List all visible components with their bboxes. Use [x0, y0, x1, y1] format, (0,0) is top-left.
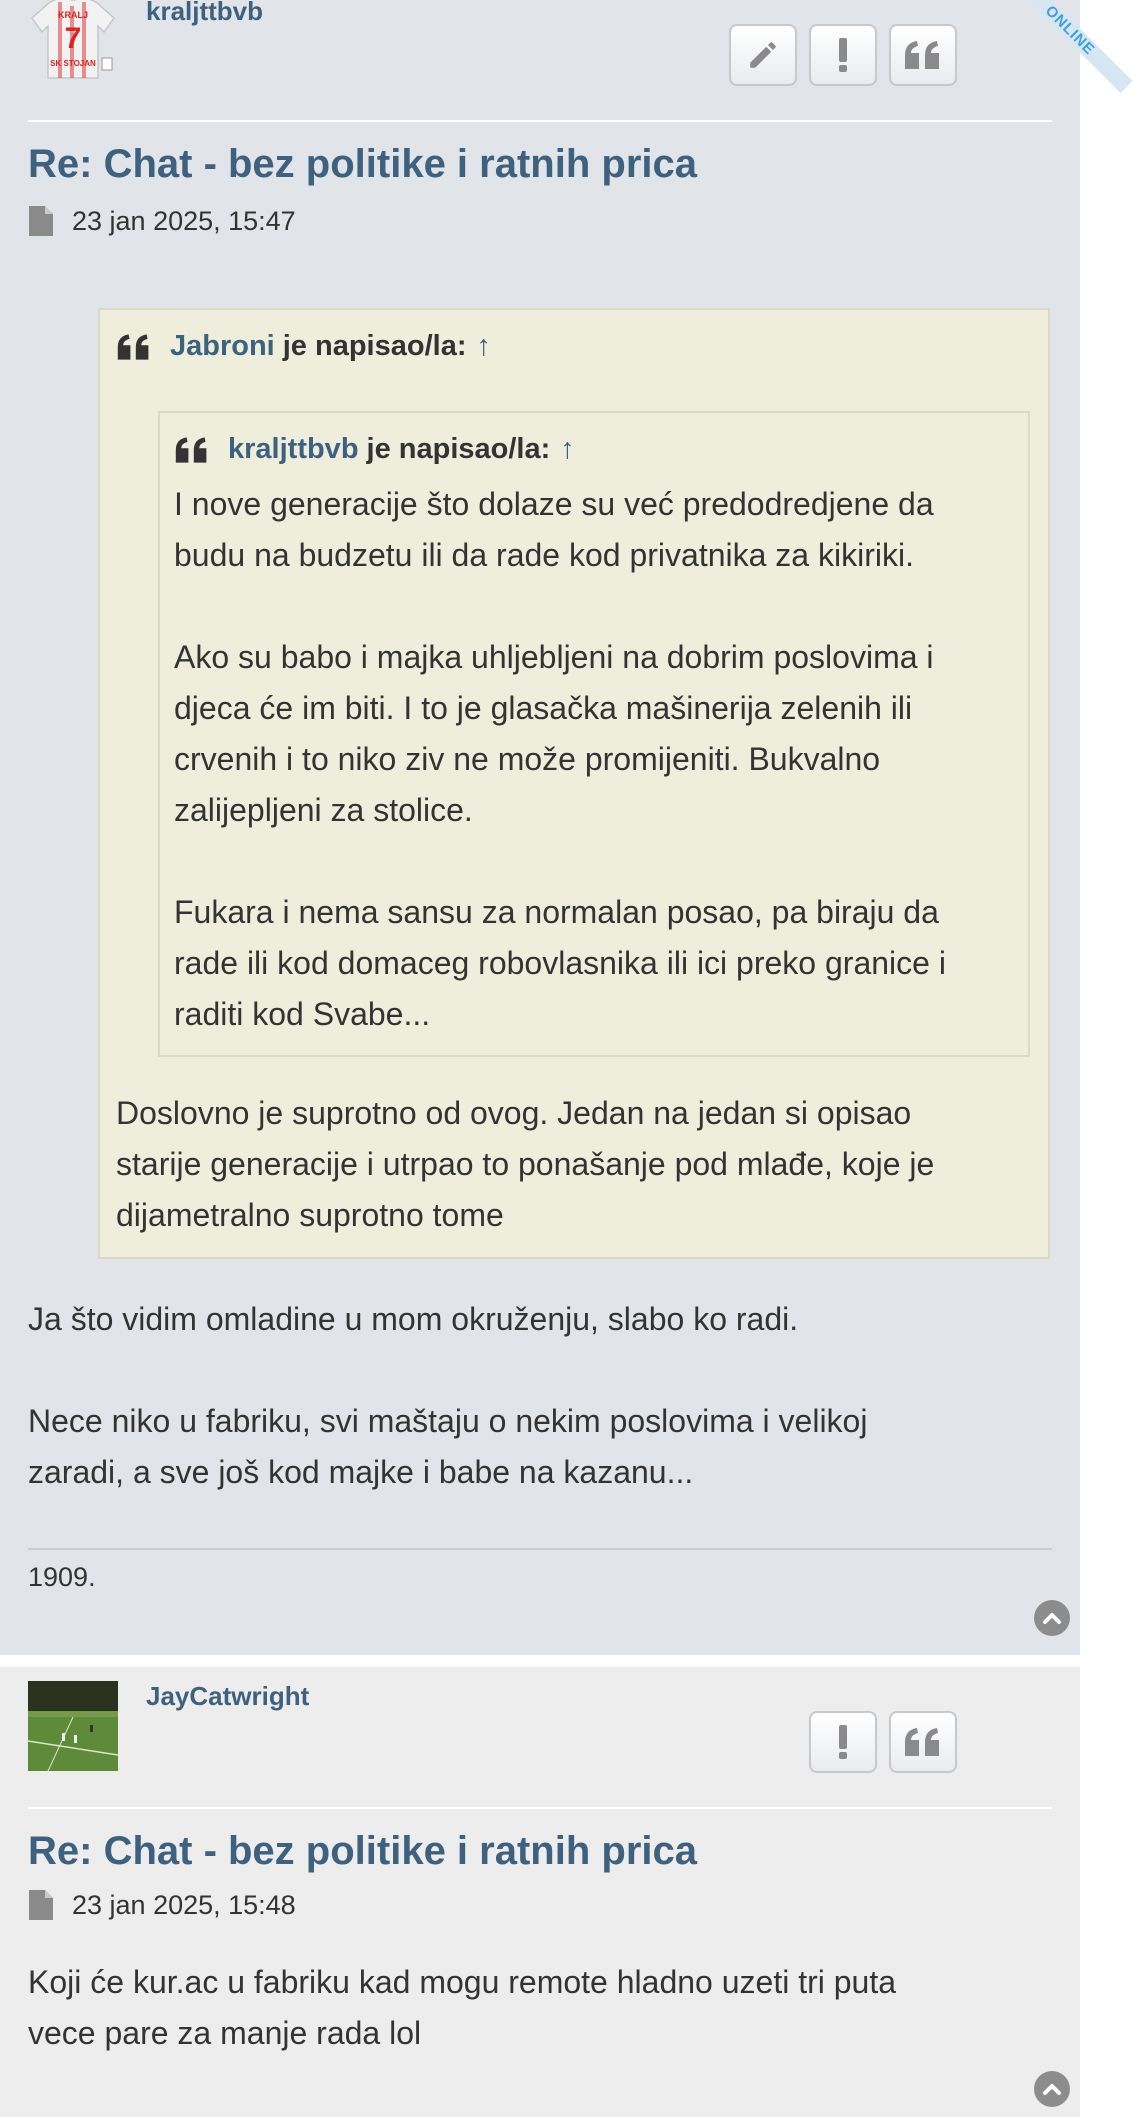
quote-author-link[interactable]: Jabroni	[170, 330, 275, 362]
post-header-divider	[28, 120, 1052, 122]
post-date-text: 23 jan 2025, 15:48	[72, 1889, 296, 1920]
signature-divider	[28, 1548, 1052, 1550]
quote-icon	[903, 1726, 943, 1758]
post-title-link[interactable]: Re: Chat - bez politike i ratnih prica	[28, 1829, 697, 1873]
text-line: Ja što vidim omladine u mom okruženju, slabo ko radi.	[28, 1301, 799, 1337]
post-date	[28, 1889, 296, 1921]
blank-line	[28, 1345, 1048, 1396]
exclamation-icon	[835, 1724, 851, 1760]
text-line: budu na budzetu ili da rade kod privatnika za kikiriki.	[174, 537, 914, 573]
text-line: Koji će kur.ac u fabriku kad mogu remote hladno uzeti tri puta	[28, 1964, 897, 2000]
report-button[interactable]	[809, 24, 877, 86]
post-date	[28, 205, 296, 237]
quote-said-label: je napisao/la:	[282, 330, 467, 362]
text-line: I nove generacije što dolaze su već predodredjene da	[174, 486, 934, 522]
post-author-link[interactable]: JayCatwright	[146, 1681, 310, 1711]
quote-icon	[174, 434, 210, 466]
post-content	[28, 1294, 1048, 1498]
quote-header	[116, 330, 491, 363]
exclamation-icon	[835, 37, 851, 73]
quote-icon	[903, 39, 943, 71]
online-badge	[980, 0, 1100, 110]
text-line: starije generacije i utrpao to ponašanje pod mlađe, koje je	[116, 1146, 935, 1182]
post-author-link[interactable]: kraljttbvb	[146, 0, 264, 26]
nested-quote-text	[174, 479, 1024, 1040]
text-line: crvenih i to niko ziv ne može promijeniti. Bukvalno	[174, 741, 881, 777]
post-date-text: 23 jan 2025, 15:47	[72, 205, 296, 236]
avatar[interactable]	[28, 0, 118, 82]
quote-block	[98, 308, 1050, 1259]
text-line: Nece niko u fabriku, svi maštaju o nekim poslovima i velikoj	[28, 1403, 868, 1439]
file-icon[interactable]	[28, 205, 54, 237]
blank-line	[174, 836, 1024, 887]
chevron-up-circle-icon	[1041, 2078, 1063, 2100]
post-title-link[interactable]: Re: Chat - bez politike i ratnih prica	[28, 142, 697, 186]
signature: 1909.	[28, 1562, 96, 1592]
pencil-icon	[746, 38, 780, 72]
text-line: rade ili kod domaceg robovlasnika ili ici preko granice i	[174, 945, 946, 981]
nested-quote-block	[158, 411, 1030, 1057]
post-content	[28, 1957, 1048, 2059]
text-line: Doslovno je suprotno od ovog. Jedan na jedan si opisao	[116, 1095, 912, 1131]
post-header-divider	[28, 1807, 1052, 1809]
text-line: vece pare za manje rada lol	[28, 2015, 422, 2051]
avatar[interactable]	[28, 1681, 118, 1771]
file-icon[interactable]	[28, 1889, 54, 1921]
text-line: zaradi, a sve još kod majke i babe na kazanu...	[28, 1454, 694, 1490]
chevron-up-circle-icon	[1041, 1607, 1063, 1629]
nested-quote-source-link[interactable]: ↑	[560, 433, 575, 465]
avatar-number: 7	[64, 22, 82, 55]
nested-quote-author-link[interactable]: kraljttbvb	[228, 433, 359, 465]
post	[0, 1667, 1080, 2117]
avatar-text-top: KRALJ	[57, 10, 89, 20]
report-button[interactable]	[809, 1711, 877, 1773]
text-line: djeca će im biti. I to je glasačka mašinerija zelenih ili	[174, 690, 913, 726]
text-line: raditi kod Svabe...	[174, 996, 431, 1032]
quote-button[interactable]	[889, 24, 957, 86]
text-line: zalijepljeni za stolice.	[174, 792, 473, 828]
text-line: Fukara i nema sansu za normalan posao, pa biraju da	[174, 894, 939, 930]
back-to-top-button[interactable]	[1034, 2071, 1070, 2107]
text-line: dijametralno suprotno tome	[116, 1197, 504, 1233]
back-to-top-button[interactable]	[1034, 1600, 1070, 1636]
quote-source-link[interactable]: ↑	[476, 330, 491, 362]
online-badge-text: ONLINE	[1007, 0, 1132, 93]
nested-quote-said-label: je napisao/la:	[366, 433, 551, 465]
quote-text	[116, 1088, 1036, 1241]
text-line: Ako su babo i majka uhljebljeni na dobrim poslovima i	[174, 639, 934, 675]
avatar-text-bottom: SK STOJAN	[50, 59, 96, 68]
nested-quote-header	[174, 433, 575, 466]
blank-line	[174, 581, 1024, 632]
quote-button[interactable]	[889, 1711, 957, 1773]
quote-icon	[116, 331, 152, 363]
edit-button[interactable]	[729, 24, 797, 86]
